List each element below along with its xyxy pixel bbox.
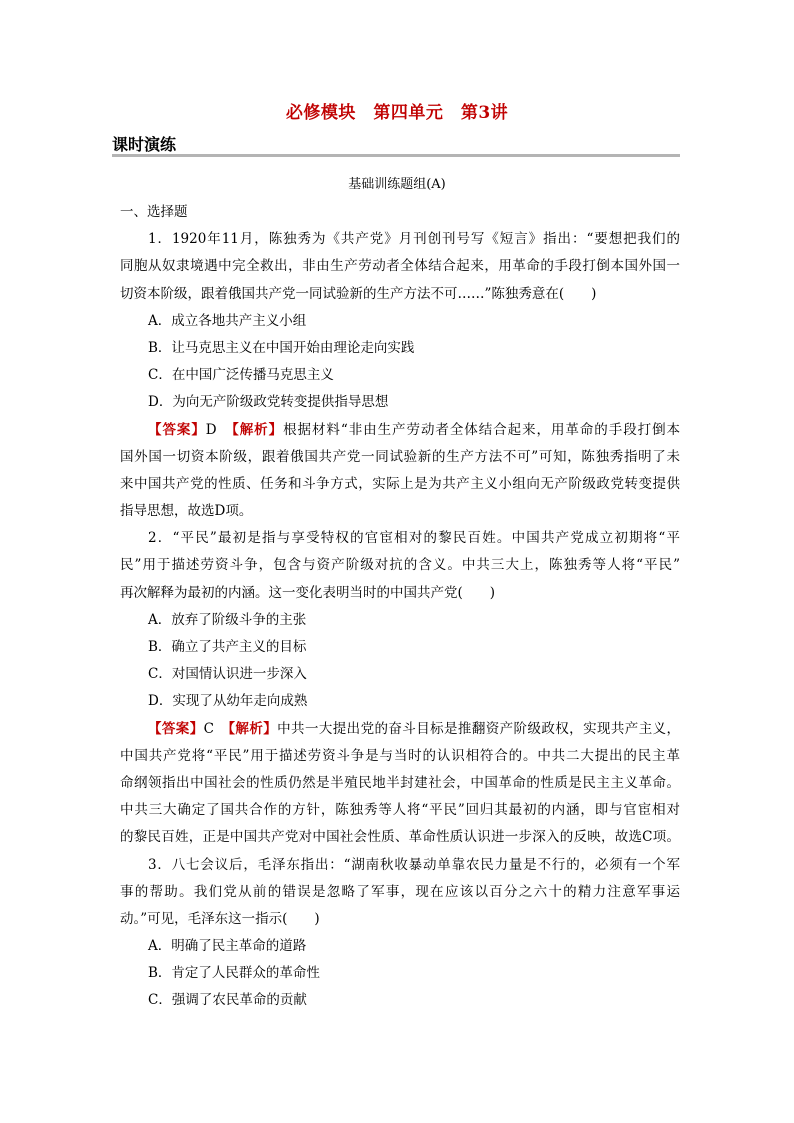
option-b: B．确立了共产主义的目标 <box>148 639 307 655</box>
option-c: C．在中国广泛传播马克思主义 <box>148 367 334 384</box>
answer-value: C <box>203 720 214 737</box>
question-list <box>120 199 680 1015</box>
exercise-group-heading: 基础训练题组(A) <box>348 177 446 192</box>
answer-tag: 【答案】 <box>148 421 206 438</box>
answer-value: D <box>205 421 217 438</box>
option-b: B．让马克思主义在中国开始由理论走向实践 <box>148 339 415 356</box>
analysis-text: 根据材料“非由生产劳动者全体结合起来，用革命的手段打倒本 <box>283 421 680 438</box>
question-3 <box>120 852 680 1015</box>
question-stem-line: 2．“平民”最初是指与享受特权的官宦相对的黎民百姓。中国共产党成立初期将“平 <box>148 530 680 547</box>
question-stem-line: 民”用于描述劳资斗争，包含与资产阶级对抗的含义。中共三大上，陈独秀等人将“平民” <box>120 557 680 574</box>
option-a: A．成立各地共产主义小组 <box>148 312 307 329</box>
option-d: D．为向无产阶级政党转变提供指导思想 <box>148 394 389 411</box>
question-stem-line: 事的帮助。我们党从前的错误是忽略了军事，现在应该以百分之六十的精力注意军事运 <box>120 883 680 900</box>
answer-line <box>120 417 680 444</box>
analysis-tag: 【解析】 <box>228 720 278 737</box>
question-stem-line: 再次解释为最初的内涵。这一变化表明当时的中国共产党( ) <box>120 584 496 601</box>
answer-tag: 【答案】 <box>148 720 204 737</box>
question-stem-line: 3．八七会议后，毛泽东指出：“湖南秋收暴动单靠农民力量是不行的，必须有一个军 <box>148 856 680 873</box>
question-2 <box>120 525 680 851</box>
analysis-line: 命纲领指出中国社会的性质仍然是半殖民地半封建社会，中国革命的性质是民主主义革命。 <box>120 774 680 791</box>
question-stem-line: 1．1920年11月，陈独秀为《共产党》月刊创刊号写《短言》指出：“要想把我们的 <box>148 231 680 248</box>
option-b: B．肯定了人民群众的革命性 <box>148 965 320 982</box>
page-title: 必修模块 第四单元 第3讲 <box>285 103 509 123</box>
section-heading: 课时演练 <box>112 135 177 154</box>
analysis-tag: 【解析】 <box>232 421 284 438</box>
question-stem-line: 动。”可见，毛泽东这一指示( ) <box>120 910 320 927</box>
question-stem-line: 同胞从奴隶境遇中完全救出，非由生产劳动者全体结合起来，用革命的手段打倒本国外国一 <box>120 258 680 275</box>
analysis-text: 中共一大提出党的奋斗目标是推翻资产阶级政权，实现共产主义， <box>277 720 680 737</box>
question-1 <box>120 226 680 525</box>
part-label: 一、选择题 <box>120 204 188 220</box>
option-a: A．明确了民主革命的道路 <box>148 938 307 955</box>
analysis-line: 的黎民百姓，正是中国共产党对中国社会性质、革命性质认识进一步深入的反映，故选C项。 <box>120 829 680 846</box>
analysis-line: 国外国一切资本阶级，跟着俄国共产党一同试验新的生产方法不可”可知，陈独秀指明了未 <box>120 448 680 465</box>
answer-line <box>120 716 680 743</box>
option-a: A．放弃了阶级斗争的主张 <box>148 611 307 628</box>
analysis-line: 中国共产党将“平民”用于描述劳资斗争是与当时的认识相符合的。中共二大提出的民主革 <box>120 747 680 764</box>
question-stem-line: 切资本阶级，跟着俄国共产党一同试验新的生产方法不可……”陈独秀意在( ) <box>120 285 597 302</box>
option-c: C．对国情认识进一步深入 <box>148 666 307 683</box>
option-c: C．强调了农民革命的贡献 <box>148 992 307 1009</box>
analysis-line: 中共三大确定了国共合作的方针，陈独秀等人将“平民”回归其最初的内涵，即与官宦相对 <box>120 802 680 819</box>
option-d: D．实现了从幼年走向成熟 <box>148 693 308 710</box>
analysis-line: 来中国共产党的性质、任务和斗争方式，实际上是为共产主义小组向无产阶级政党转变提供 <box>120 475 680 492</box>
header-rule <box>112 154 680 157</box>
analysis-line: 指导思想，故选D项。 <box>120 503 253 520</box>
